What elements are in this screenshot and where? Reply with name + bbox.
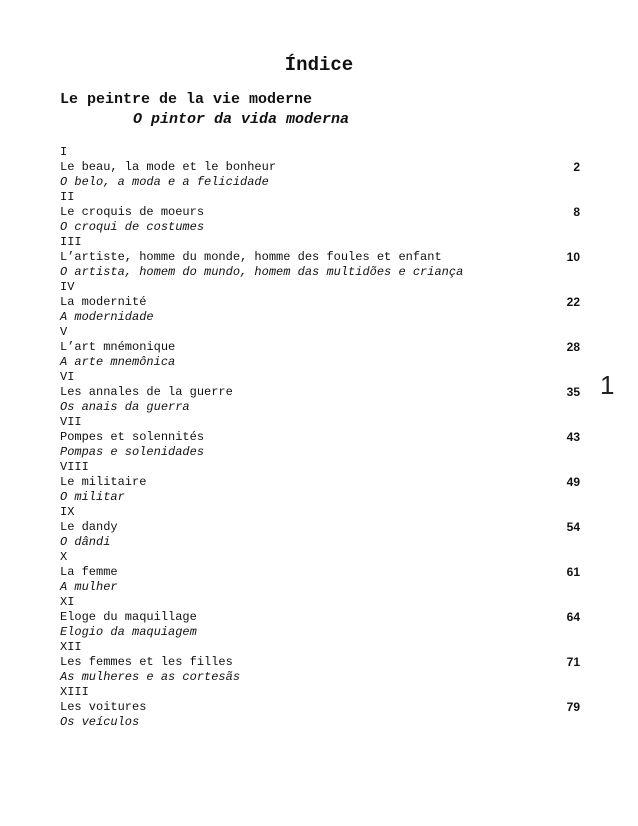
chapter-title-french: Les voitures (60, 700, 147, 714)
chapter-page-number: 43 (566, 430, 580, 444)
chapter-page-number: 49 (566, 475, 580, 489)
chapter-number: VI (60, 370, 75, 384)
chapter-page-number: 10 (566, 250, 580, 264)
chapter-title-french: La modernité (60, 295, 147, 309)
chapter-page-number: 54 (566, 520, 580, 534)
chapter-number: IX (60, 505, 75, 519)
chapter-title-french: Eloge du maquillage (60, 610, 197, 624)
chapter-number: VII (60, 415, 82, 429)
toc-entry[interactable] (60, 685, 580, 730)
chapter-title-portuguese: Pompas e solenidades (60, 445, 205, 459)
chapter-number: X (60, 550, 68, 564)
chapter-number: XI (60, 595, 75, 609)
chapter-title-french: L’artiste, homme du monde, homme des foules et enfant (60, 250, 442, 264)
chapter-title-french: Le croquis de moeurs (60, 205, 205, 219)
sheet-page-number: 1 (600, 370, 615, 400)
toc-entry[interactable] (60, 505, 580, 550)
chapter-title-portuguese: Os anais da guerra (60, 400, 190, 414)
toc-entry[interactable] (60, 370, 580, 415)
chapter-page-number: 64 (566, 610, 580, 624)
chapter-title-portuguese: O dândi (60, 535, 111, 549)
chapter-number: XIII (60, 685, 89, 699)
chapter-title-french: Pompes et solennités (60, 430, 205, 444)
chapter-page-number: 79 (566, 700, 580, 714)
chapter-page-number: 28 (566, 340, 580, 354)
chapter-title-french: Les annales de la guerre (60, 385, 233, 399)
table-of-contents (60, 145, 580, 730)
chapter-title-portuguese: O artista, homem do mundo, homem das multidões e criança (60, 265, 464, 279)
toc-entry[interactable] (60, 595, 580, 640)
toc-entry[interactable] (60, 550, 580, 595)
toc-entry[interactable] (60, 415, 580, 460)
chapter-number: IV (60, 280, 75, 294)
chapter-number: III (60, 235, 82, 249)
toc-entry[interactable] (60, 235, 580, 280)
toc-entry[interactable] (60, 640, 580, 685)
chapter-page-number: 61 (566, 565, 580, 579)
chapter-title-french: L’art mnémonique (60, 340, 176, 354)
toc-entry[interactable] (60, 460, 580, 505)
toc-entry[interactable] (60, 280, 580, 325)
chapter-number: II (60, 190, 75, 204)
chapter-number: I (60, 145, 68, 159)
chapter-title-portuguese: A arte mnemônica (60, 355, 176, 369)
chapter-title-portuguese: O militar (60, 490, 125, 504)
chapter-page-number: 35 (566, 385, 580, 399)
chapter-title-french: Le dandy (60, 520, 118, 534)
chapter-title-portuguese: As mulheres e as cortesãs (60, 670, 241, 684)
chapter-number: XII (60, 640, 82, 654)
chapter-page-number: 8 (573, 205, 580, 219)
book-title-portuguese: O pintor da vida moderna (133, 111, 350, 128)
toc-entry[interactable] (60, 325, 580, 370)
chapter-title-portuguese: A modernidade (60, 310, 154, 324)
chapter-number: VIII (60, 460, 89, 474)
chapter-title-french: Le beau, la mode et le bonheur (60, 160, 277, 174)
chapter-page-number: 71 (566, 655, 580, 669)
chapter-title-portuguese: O croqui de costumes (60, 220, 205, 234)
chapter-page-number: 22 (566, 295, 580, 309)
chapter-title-portuguese: O belo, a moda e a felicidade (60, 175, 269, 189)
chapter-number: V (60, 325, 68, 339)
chapter-title-french: Les femmes et les filles (60, 655, 233, 669)
toc-entry[interactable] (60, 145, 580, 190)
toc-entry[interactable] (60, 190, 580, 235)
chapter-title-portuguese: Elogio da maquiagem (60, 625, 197, 639)
chapter-title-portuguese: Os veículos (60, 715, 140, 729)
page-title: Índice (284, 54, 354, 76)
chapter-title-french: Le militaire (60, 475, 147, 489)
chapter-title-portuguese: A mulher (60, 580, 118, 594)
chapter-title-french: La femme (60, 565, 118, 579)
chapter-page-number: 2 (573, 160, 580, 174)
book-title-french: Le peintre de la vie moderne (60, 91, 313, 108)
